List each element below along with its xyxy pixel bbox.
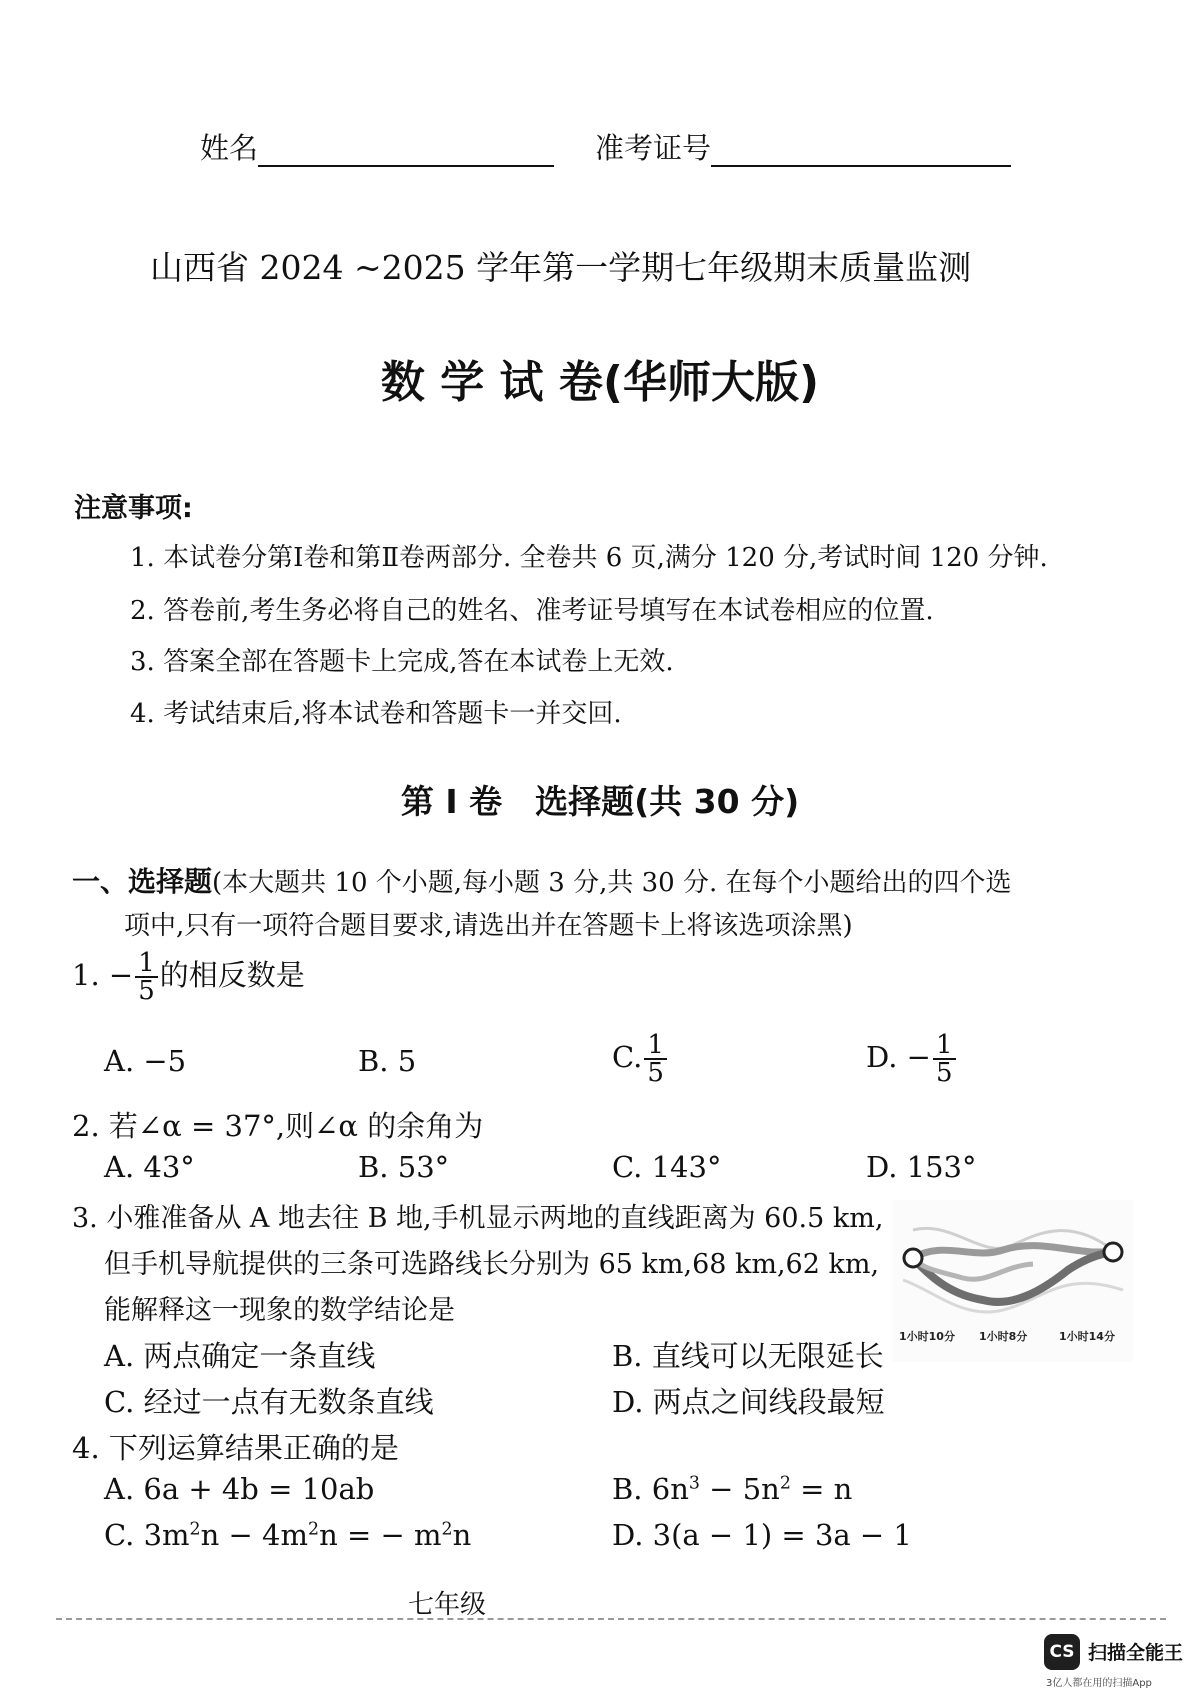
q2-option-b: B. 53° <box>358 1150 450 1184</box>
q1-option-a: A. −5 <box>104 1044 187 1078</box>
exam-number-field <box>595 126 1011 167</box>
scanner-logo-icon <box>1044 1634 1080 1670</box>
option-label: C. <box>612 1040 643 1074</box>
question-2: 2. 若∠α = 37°,则∠α 的余角为 <box>72 1109 484 1143</box>
q2-option-a: A. 43° <box>104 1150 195 1184</box>
exam-number-label: 准考证号 <box>595 131 712 165</box>
question-1 <box>72 950 305 1004</box>
expr-part: n = − m <box>319 1518 442 1552</box>
route-time-1: 1小时10分 <box>899 1330 955 1343</box>
q3-option-a: A. 两点确定一条直线 <box>104 1339 376 1373</box>
exam-title: 山西省 2024 ~2025 学年第一学期七年级期末质量监测 <box>150 248 972 287</box>
q1-option-b: B. 5 <box>358 1044 417 1078</box>
fraction <box>135 950 158 1004</box>
q4-option-b <box>612 1472 852 1506</box>
start-point <box>904 1249 922 1267</box>
question-text: 的相反数是 <box>159 958 305 992</box>
q2-option-c: C. 143° <box>612 1150 722 1184</box>
end-point <box>1104 1243 1122 1261</box>
expr-part: n − 4m <box>200 1518 308 1552</box>
scanner-brand <box>1044 1634 1194 1690</box>
q1-option-d <box>866 1032 958 1086</box>
subject-title: 数 学 试 卷(华师大版) <box>380 357 820 408</box>
expr-part: − 5n <box>699 1472 780 1506</box>
exponent: 2 <box>189 1519 201 1540</box>
scanner-brand-name: 扫描全能王 <box>1088 1642 1184 1664</box>
part-instructions <box>72 860 1012 900</box>
q3-option-d: D. 两点之间线段最短 <box>612 1385 885 1419</box>
route-map-figure <box>893 1200 1133 1362</box>
question-4: 4. 下列运算结果正确的是 <box>72 1431 399 1465</box>
q4-option-c <box>104 1518 471 1552</box>
q3-option-c: C. 经过一点有无数条直线 <box>104 1385 434 1419</box>
question-3-line1: 3. 小雅准备从 A 地去往 B 地,手机显示两地的直线距离为 60.5 km, <box>72 1203 884 1234</box>
note-item: 4. 考试结束后,将本试卷和答题卡一并交回. <box>130 699 622 729</box>
background-road <box>903 1280 1123 1312</box>
exponent: 2 <box>779 1473 791 1494</box>
route-line-2 <box>913 1252 1113 1302</box>
q4-option-a: A. 6a + 4b = 10ab <box>104 1472 375 1506</box>
fraction-denominator: 5 <box>935 1058 953 1088</box>
expr-part: C. 3m <box>104 1518 190 1552</box>
section-title: 第 Ⅰ 卷 选择题(共 30 分) <box>400 782 800 821</box>
part-label: 一、选择题 <box>72 865 213 898</box>
question-number: 1. <box>72 958 100 992</box>
scanner-logo-text: CS <box>1049 1642 1075 1662</box>
route-time-2: 1小时8分 <box>979 1330 1028 1343</box>
fraction-numerator: 1 <box>135 950 158 978</box>
name-blank <box>258 135 554 167</box>
minus-sign: − <box>108 958 134 992</box>
note-item: 1. 本试卷分第Ⅰ卷和第Ⅱ卷两部分. 全卷共 6 页,满分 120 分,考试时间 120 分钟. <box>130 543 1048 573</box>
route-line-1 <box>913 1246 1113 1258</box>
footer-divider <box>56 1618 1166 1620</box>
q1-option-c <box>612 1032 669 1086</box>
route-time-3: 1小时14分 <box>1059 1330 1115 1343</box>
route-map-svg <box>893 1200 1133 1362</box>
fraction-numerator: 1 <box>644 1032 667 1060</box>
fraction-denominator: 5 <box>138 976 155 1006</box>
fraction-denominator: 5 <box>647 1058 664 1088</box>
page-footer-label: 七年级 <box>408 1590 487 1620</box>
exponent: 3 <box>688 1473 700 1494</box>
scanner-brand-subtitle: 3亿人都在用的扫描App <box>1046 1678 1152 1689</box>
option-label: D. − <box>866 1040 931 1074</box>
q4-option-d: D. 3(a − 1) = 3a − 1 <box>612 1518 912 1552</box>
expr-part: = n <box>790 1472 853 1506</box>
question-3-line3: 能解释这一现象的数学结论是 <box>104 1295 455 1326</box>
question-3-line2: 但手机导航提供的三条可选路线长分别为 65 km,68 km,62 km, <box>104 1249 880 1280</box>
q2-option-d: D. 153° <box>866 1150 977 1184</box>
q3-option-b: B. 直线可以无限延长 <box>612 1339 884 1373</box>
name-field <box>200 126 554 167</box>
notes-heading: 注意事项: <box>74 493 193 524</box>
expr-part: B. 6n <box>612 1472 689 1506</box>
name-label: 姓名 <box>200 131 259 165</box>
fraction <box>933 1032 956 1086</box>
part-desc-line1: (本大题共 10 个小题,每小题 3 分,共 30 分. 在每个小题给出的四个选 <box>212 868 1012 898</box>
exponent: 2 <box>441 1519 453 1540</box>
note-item: 2. 答卷前,考生务必将自己的姓名、准考证号填写在本试卷相应的位置. <box>130 596 934 626</box>
fraction <box>644 1032 667 1086</box>
part-desc-line2: 项中,只有一项符合题目要求,请选出并在答题卡上将该选项涂黑) <box>124 911 853 941</box>
expr-part: n <box>452 1518 472 1552</box>
note-item: 3. 答案全部在答题卡上完成,答在本试卷上无效. <box>130 647 674 677</box>
fraction-numerator: 1 <box>933 1032 956 1060</box>
exponent: 2 <box>308 1519 320 1540</box>
exam-number-blank <box>711 135 1011 167</box>
